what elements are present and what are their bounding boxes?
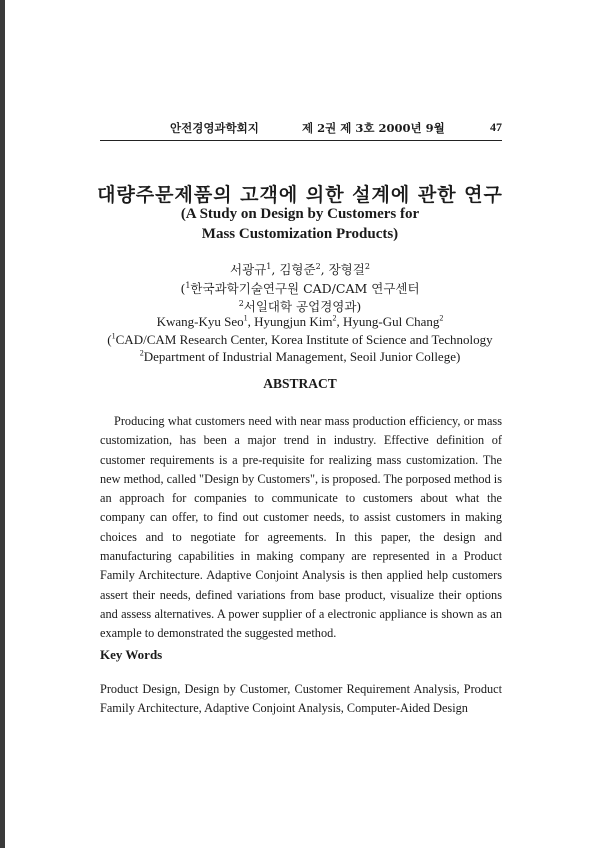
title-english-line2: Mass Customization Products)	[201, 226, 399, 242]
affiliation-en-1-text: CAD/CAM Research Center, Korea Institute of Science and Technology	[115, 332, 493, 347]
keywords-body: Product Design, Design by Customer, Customer Requirement Analysis, Product Family Architecture, Adaptive Conjoint Analysis, Computer-Aided Design	[100, 682, 502, 716]
keywords-heading: Key Words	[100, 647, 163, 662]
title-english-line1: (A Study on Design by Customers for	[180, 206, 420, 222]
author-kr-1: 서광규	[230, 262, 267, 277]
author-en-1: Kwang-Kyu Seo	[156, 314, 244, 329]
affiliation-en-2-text: Department of Industrial Management, Seoil Junior College)	[143, 349, 461, 364]
author-kr-3: 장형걸	[328, 262, 365, 277]
abstract-body: Producing what customers need with near mass production efficiency, or mass customization, has been a major trend in industry. Effective definition of customer requirements is a pre-requisite for realizing mass customization. The new method, called "Design by Customers", is proposed. The porposed method is an approach for companies to communicate to customers about what the company can offer, to find out customer needs, to assist customers in making choices and to negotiate for agreements. In this paper, the design and manufacturing capabilities in making company are represented in a Product Family Architecture. Adaptive Conjoint Analysis is then applied help customers assert their needs, defined variations from base product, visualize their options and assess alternatives. A power supplier of a electronic appliance is shown as an example to demonstrated the suggested method.	[100, 414, 502, 641]
affiliation-english-2: $^2$Department of Industrial Management, Seoil Junior College)	[139, 348, 461, 364]
header-rule	[100, 140, 502, 141]
title-korean: 대량주문제품의 고객에 의한 설계에 관한 연구	[97, 184, 503, 206]
page-number: 47	[490, 120, 502, 134]
affiliation-korean-2: $^2$서일대학 공업경영과)	[238, 298, 362, 314]
issue-info: 제 2권 제 3호 2000년 9월	[302, 121, 445, 135]
affiliation-kr-1-text: 한국과학기술연구원 CAD/CAM 연구센터	[190, 281, 420, 296]
journal-name: 안전경영과학회지	[170, 121, 259, 135]
scan-edge	[0, 0, 5, 848]
affiliation-kr-2-text: 서일대학 공업경영과)	[243, 299, 362, 314]
authors-english: Kwang-Kyu Seo$^1$, Hyungjun Kim$^2$, Hyung-Gul Chang$^2$	[156, 313, 444, 329]
authors-korean: 서광규$^1$, 김형준$^2$, 장형걸$^2$	[230, 261, 370, 277]
abstract-heading: ABSTRACT	[263, 376, 337, 391]
affiliation-english-1: ($^1$CAD/CAM Research Center, Korea Institute of Science and Technology	[107, 331, 493, 347]
author-kr-2: 김형준	[279, 262, 316, 277]
running-header	[100, 120, 502, 138]
author-en-3: Hyung-Gul Chang	[342, 314, 440, 329]
affiliation-korean-1: ($^1$한국과학기술연구원 CAD/CAM 연구센터	[180, 280, 420, 296]
author-en-2: Hyungjun Kim	[254, 314, 333, 329]
